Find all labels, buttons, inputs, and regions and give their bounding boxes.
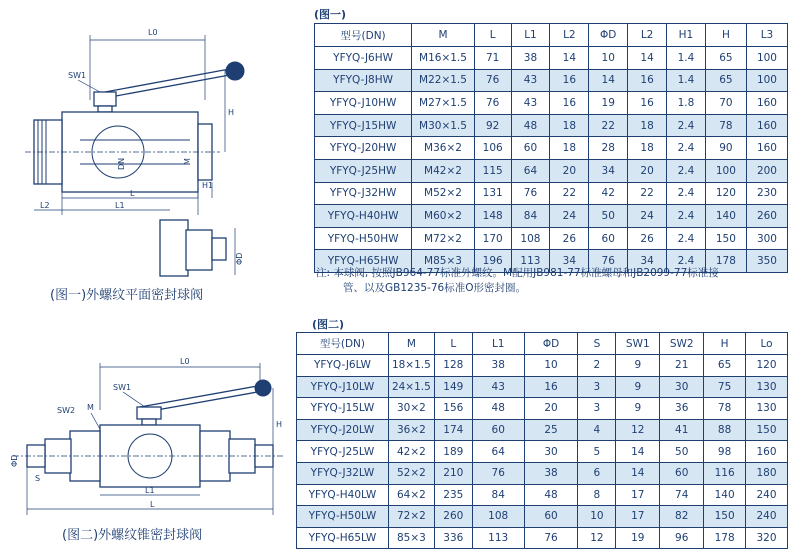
col-header: L2 [550, 24, 589, 47]
value-cell: 24 [550, 205, 589, 228]
value-cell: 8 [578, 484, 616, 506]
value-cell: 14 [628, 47, 667, 70]
figure1-label: (图一) [314, 8, 347, 21]
value-cell: 108 [472, 506, 524, 528]
value-cell: 76 [524, 527, 578, 549]
model-cell: YFYQ-J32HW [315, 182, 412, 205]
model-cell: YFYQ-J15LW [297, 398, 389, 420]
figure1-caption: (图一)外螺纹平面密封球阀 [50, 288, 204, 303]
table-header-row [297, 333, 788, 355]
value-cell: 1.8 [667, 92, 706, 115]
value-cell: 12 [578, 527, 616, 549]
value-cell: 240 [746, 484, 788, 506]
value-cell: 120 [705, 182, 746, 205]
dim-label-od: ΦD [235, 252, 244, 265]
table-row [315, 182, 788, 205]
value-cell: 30 [524, 441, 578, 463]
value-cell: 26 [550, 227, 589, 250]
value-cell: 230 [746, 182, 787, 205]
value-cell: 43 [472, 376, 524, 398]
value-cell: 12 [616, 419, 660, 441]
value-cell: 18 [628, 114, 667, 137]
value-cell: 156 [434, 398, 472, 420]
value-cell: 16 [628, 92, 667, 115]
value-cell: 6 [578, 462, 616, 484]
value-cell: 98 [704, 441, 746, 463]
table-row [315, 205, 788, 228]
value-cell: M72×2 [412, 227, 475, 250]
value-cell: 160 [746, 114, 787, 137]
col-header: SW1 [616, 333, 660, 355]
col-header: L3 [746, 24, 787, 47]
value-cell: 17 [616, 484, 660, 506]
value-cell: 189 [434, 441, 472, 463]
value-cell: 22 [550, 182, 589, 205]
value-cell: 1.4 [667, 69, 706, 92]
dim-label-h: H [276, 420, 283, 429]
value-cell: 60 [660, 462, 704, 484]
value-cell: 320 [746, 527, 788, 549]
value-cell: 16 [524, 376, 578, 398]
value-cell: 78 [705, 114, 746, 137]
col-header: 型号(DN) [297, 333, 389, 355]
value-cell: 20 [628, 159, 667, 182]
value-cell: 100 [746, 47, 787, 70]
col-header: L [434, 333, 472, 355]
value-cell: 115 [474, 159, 511, 182]
value-cell: 36 [660, 398, 704, 420]
value-cell: 3 [578, 376, 616, 398]
model-cell: YFYQ-J8HW [315, 69, 412, 92]
value-cell: 30 [660, 376, 704, 398]
value-cell: 180 [746, 462, 788, 484]
table-row [297, 441, 788, 463]
table-row [297, 484, 788, 506]
value-cell: 76 [589, 250, 628, 273]
value-cell: 178 [705, 250, 746, 273]
value-cell: 14 [550, 47, 589, 70]
value-cell: 9 [616, 355, 660, 377]
table-row [297, 376, 788, 398]
dim-label-l0: L0 [180, 357, 190, 366]
value-cell: 2.4 [667, 159, 706, 182]
value-cell: M30×1.5 [412, 114, 475, 137]
col-header: L1 [511, 24, 550, 47]
value-cell: M42×2 [412, 159, 475, 182]
value-cell: 82 [660, 506, 704, 528]
value-cell: 50 [589, 205, 628, 228]
value-cell: 38 [511, 47, 550, 70]
value-cell: M36×2 [412, 137, 475, 160]
model-cell: YFYQ-H50LW [297, 506, 389, 528]
model-cell: YFYQ-J20LW [297, 419, 389, 441]
value-cell: 64×2 [388, 484, 434, 506]
value-cell: 260 [746, 205, 787, 228]
spec-table-figure2 [296, 332, 788, 549]
value-cell: 149 [434, 376, 472, 398]
value-cell: 64 [511, 159, 550, 182]
value-cell: 14 [589, 69, 628, 92]
table-row [315, 47, 788, 70]
value-cell: 65 [705, 47, 746, 70]
col-header: H [704, 333, 746, 355]
table-row [315, 92, 788, 115]
model-cell: YFYQ-J32LW [297, 462, 389, 484]
value-cell: 43 [511, 92, 550, 115]
value-cell: 24 [628, 205, 667, 228]
value-cell: 34 [628, 250, 667, 273]
table-row [297, 527, 788, 549]
table-row [315, 137, 788, 160]
dim-label-s: S [35, 474, 41, 483]
table-row [297, 355, 788, 377]
model-cell: YFYQ-J25HW [315, 159, 412, 182]
model-cell: YFYQ-J15HW [315, 114, 412, 137]
value-cell: 22 [628, 182, 667, 205]
value-cell: 60 [589, 227, 628, 250]
value-cell: 150 [746, 419, 788, 441]
value-cell: 88 [704, 419, 746, 441]
model-cell: YFYQ-H65LW [297, 527, 389, 549]
col-header: H [705, 24, 746, 47]
value-cell: 17 [616, 506, 660, 528]
dim-label-h1: H1 [202, 181, 214, 190]
col-header: L [474, 24, 511, 47]
value-cell: 76 [474, 69, 511, 92]
value-cell: 2.4 [667, 227, 706, 250]
value-cell: 170 [474, 227, 511, 250]
value-cell: 18×1.5 [388, 355, 434, 377]
value-cell: 18 [550, 114, 589, 137]
value-cell: 30×2 [388, 398, 434, 420]
value-cell: 96 [660, 527, 704, 549]
figure2-drawing [5, 355, 290, 525]
figure1-note-line1: 注: 本球阀, 按照JB964-77标准外螺纹。M配用JB981-77标准螺母和JB2099-77标准接 [316, 267, 719, 279]
dim-label-m: M [183, 158, 192, 165]
value-cell: M60×2 [412, 205, 475, 228]
value-cell: 42 [589, 182, 628, 205]
value-cell: 20 [524, 398, 578, 420]
value-cell: 140 [705, 205, 746, 228]
value-cell: 18 [628, 137, 667, 160]
value-cell: 10 [578, 506, 616, 528]
model-cell: YFYQ-J6HW [315, 47, 412, 70]
value-cell: 148 [474, 205, 511, 228]
value-cell: 2.4 [667, 250, 706, 273]
value-cell: 78 [704, 398, 746, 420]
value-cell: 2.4 [667, 205, 706, 228]
value-cell: 43 [511, 69, 550, 92]
model-cell: YFYQ-H65HW [315, 250, 412, 273]
value-cell: 200 [746, 159, 787, 182]
value-cell: 24×1.5 [388, 376, 434, 398]
dim-label-l: L [150, 500, 155, 509]
value-cell: M52×2 [412, 182, 475, 205]
value-cell: 130 [746, 398, 788, 420]
value-cell: 178 [704, 527, 746, 549]
col-header: SW2 [660, 333, 704, 355]
figure1-note-line2: 管、以及GB1235-76标准O形密封圈。 [343, 282, 526, 294]
value-cell: 84 [511, 205, 550, 228]
value-cell: 16 [550, 69, 589, 92]
value-cell: 18 [550, 137, 589, 160]
value-cell: 28 [589, 137, 628, 160]
value-cell: M85×3 [412, 250, 475, 273]
col-header: 型号(DN) [315, 24, 412, 47]
value-cell: 60 [472, 419, 524, 441]
value-cell: 48 [472, 398, 524, 420]
table-row [297, 419, 788, 441]
value-cell: 106 [474, 137, 511, 160]
value-cell: 196 [474, 250, 511, 273]
value-cell: 100 [705, 159, 746, 182]
model-cell: YFYQ-J6LW [297, 355, 389, 377]
figure1-drawing [20, 20, 260, 285]
value-cell: 76 [511, 182, 550, 205]
value-cell: 150 [704, 506, 746, 528]
value-cell: 74 [660, 484, 704, 506]
table-row [297, 398, 788, 420]
col-header: L2 [628, 24, 667, 47]
model-cell: YFYQ-H40HW [315, 205, 412, 228]
value-cell: 41 [660, 419, 704, 441]
value-cell: 2.4 [667, 137, 706, 160]
value-cell: 65 [705, 69, 746, 92]
value-cell: 75 [704, 376, 746, 398]
value-cell: 2.4 [667, 114, 706, 137]
model-cell: YFYQ-J10HW [315, 92, 412, 115]
spec-table-figure1 [314, 23, 788, 273]
dim-label-m: M [87, 403, 94, 412]
value-cell: 52×2 [388, 462, 434, 484]
dim-label-l1: L1 [145, 486, 155, 495]
value-cell: 22 [589, 114, 628, 137]
model-cell: YFYQ-J10LW [297, 376, 389, 398]
dim-label-sw1: SW1 [68, 71, 87, 80]
value-cell: 84 [472, 484, 524, 506]
value-cell: 65 [704, 355, 746, 377]
col-header: H1 [667, 24, 706, 47]
value-cell: 60 [511, 137, 550, 160]
model-cell: YFYQ-J20HW [315, 137, 412, 160]
value-cell: 76 [472, 462, 524, 484]
value-cell: 150 [705, 227, 746, 250]
value-cell: 3 [578, 398, 616, 420]
value-cell: 140 [704, 484, 746, 506]
dim-label-h: H [228, 108, 235, 117]
value-cell: 130 [746, 376, 788, 398]
table-row [297, 506, 788, 528]
value-cell: 131 [474, 182, 511, 205]
value-cell: 10 [524, 355, 578, 377]
value-cell: M27×1.5 [412, 92, 475, 115]
value-cell: 25 [524, 419, 578, 441]
figure2-label: (图二) [312, 318, 345, 331]
value-cell: 72×2 [388, 506, 434, 528]
value-cell: 20 [550, 159, 589, 182]
table-row [315, 159, 788, 182]
value-cell: 71 [474, 47, 511, 70]
value-cell: 76 [474, 92, 511, 115]
value-cell: 21 [660, 355, 704, 377]
value-cell: 38 [524, 462, 578, 484]
value-cell: 10 [589, 47, 628, 70]
value-cell: 300 [746, 227, 787, 250]
dim-label-sw2: SW2 [57, 406, 76, 415]
value-cell: M16×1.5 [412, 47, 475, 70]
value-cell: 235 [434, 484, 472, 506]
table-row [315, 114, 788, 137]
value-cell: 19 [589, 92, 628, 115]
value-cell: 5 [578, 441, 616, 463]
value-cell: 100 [746, 69, 787, 92]
value-cell: 4 [578, 419, 616, 441]
value-cell: 16 [550, 92, 589, 115]
value-cell: 336 [434, 527, 472, 549]
value-cell: 113 [511, 250, 550, 273]
value-cell: 48 [524, 484, 578, 506]
model-cell: YFYQ-H40LW [297, 484, 389, 506]
value-cell: 2 [578, 355, 616, 377]
value-cell: 34 [550, 250, 589, 273]
value-cell: 34 [589, 159, 628, 182]
value-cell: 70 [705, 92, 746, 115]
value-cell: 1.4 [667, 47, 706, 70]
value-cell: 350 [746, 250, 787, 273]
value-cell: 240 [746, 506, 788, 528]
value-cell: 19 [616, 527, 660, 549]
value-cell: 128 [434, 355, 472, 377]
value-cell: 38 [472, 355, 524, 377]
dim-label-l0: L0 [148, 28, 158, 37]
value-cell: 260 [434, 506, 472, 528]
value-cell: 108 [511, 227, 550, 250]
value-cell: 92 [474, 114, 511, 137]
value-cell: 60 [524, 506, 578, 528]
dim-label-l1: L1 [115, 201, 125, 210]
dim-label-l2: L2 [40, 201, 50, 210]
value-cell: 14 [616, 441, 660, 463]
table-row [315, 69, 788, 92]
value-cell: 174 [434, 419, 472, 441]
value-cell: 16 [628, 69, 667, 92]
value-cell: 90 [705, 137, 746, 160]
value-cell: 116 [704, 462, 746, 484]
col-header: Lo [746, 333, 788, 355]
value-cell: 48 [511, 114, 550, 137]
col-header: S [578, 333, 616, 355]
col-header: M [388, 333, 434, 355]
dim-label-dn: DN [117, 157, 126, 170]
model-cell: YFYQ-J25LW [297, 441, 389, 463]
col-header: L1 [472, 333, 524, 355]
dim-label-l: L [130, 189, 135, 198]
value-cell: 14 [616, 462, 660, 484]
value-cell: 64 [472, 441, 524, 463]
value-cell: 113 [472, 527, 524, 549]
value-cell: 36×2 [388, 419, 434, 441]
col-header: M [412, 24, 475, 47]
value-cell: 120 [746, 355, 788, 377]
col-header: ΦD [589, 24, 628, 47]
model-cell: YFYQ-H50HW [315, 227, 412, 250]
value-cell: 9 [616, 376, 660, 398]
table-row [297, 462, 788, 484]
value-cell: 160 [746, 137, 787, 160]
value-cell: M22×1.5 [412, 69, 475, 92]
dim-label-sw1: SW1 [113, 383, 132, 392]
value-cell: 26 [628, 227, 667, 250]
dim-label-od: ΦD [10, 454, 19, 467]
value-cell: 210 [434, 462, 472, 484]
value-cell: 42×2 [388, 441, 434, 463]
value-cell: 9 [616, 398, 660, 420]
value-cell: 160 [746, 441, 788, 463]
table-header-row [315, 24, 788, 47]
value-cell: 85×3 [388, 527, 434, 549]
col-header: ΦD [524, 333, 578, 355]
value-cell: 50 [660, 441, 704, 463]
table-row [315, 227, 788, 250]
figure2-caption: (图二)外螺纹锥密封球阀 [62, 528, 203, 543]
value-cell: 160 [746, 92, 787, 115]
value-cell: 2.4 [667, 182, 706, 205]
